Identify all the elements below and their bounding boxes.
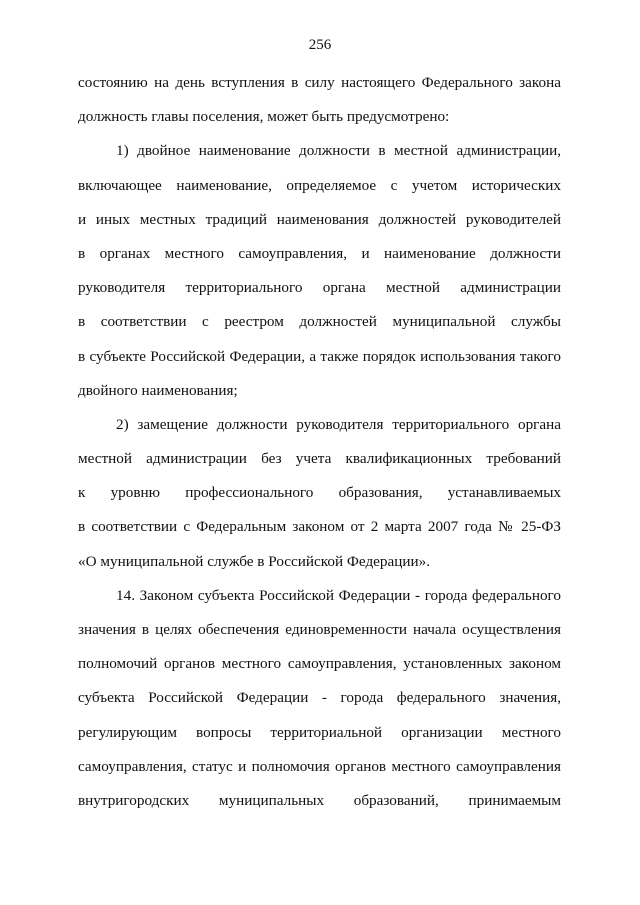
text-line: в органах местного самоуправления, и наименование должности xyxy=(78,244,561,262)
document-body xyxy=(78,74,561,826)
text-line: включающее наименование, определяемое с учетом исторических xyxy=(78,176,561,194)
text-line: полномочий органов местного самоуправления, установленных законом xyxy=(78,655,561,673)
text-line: субъекта Российской Федерации - города федерального значения, xyxy=(78,689,561,707)
text-line: и иных местных традиций наименования должностей руководителей xyxy=(78,210,561,228)
text-line: самоуправления, статус и полномочия органов местного самоуправления xyxy=(78,757,561,775)
text-line: руководителя территориального органа местной администрации xyxy=(78,279,561,297)
section-14-line: 14. Законом субъекта Российской Федерации - города федерального xyxy=(116,586,561,604)
text-line: «О муниципальной службе в Российской Федерации». xyxy=(78,552,431,570)
text-line: состоянию на день вступления в силу настоящего Федерального закона xyxy=(78,74,561,91)
text-line: регулирующим вопросы территориальной организации местного xyxy=(78,723,561,741)
text-line: в соответствии с реестром должностей муниципальной службы xyxy=(78,313,561,331)
list-item-2-line: 2) замещение должности руководителя территориального органа xyxy=(116,415,561,433)
text-line: местной администрации без учета квалификационных требований xyxy=(78,450,561,468)
page-number: 256 xyxy=(308,37,332,53)
text-line: значения в целях обеспечения единовременности начала осуществления xyxy=(78,621,561,638)
text-line: внутригородских муниципальных образований, принимаемым xyxy=(78,791,561,809)
text-line: двойного наименования; xyxy=(78,381,238,399)
text-line: в субъекте Российской Федерации, а также порядок использования такого xyxy=(78,347,561,365)
text-line: к уровню профессионального образования, устанавливаемых xyxy=(78,484,561,502)
text-line: в соответствии с Федеральным законом от 2 марта 2007 года № 25-ФЗ xyxy=(78,518,561,536)
list-item-1-line: 1) двойное наименование должности в местной администрации, xyxy=(116,142,561,160)
text-line: должность главы поселения, может быть предусмотрено: xyxy=(78,108,450,126)
